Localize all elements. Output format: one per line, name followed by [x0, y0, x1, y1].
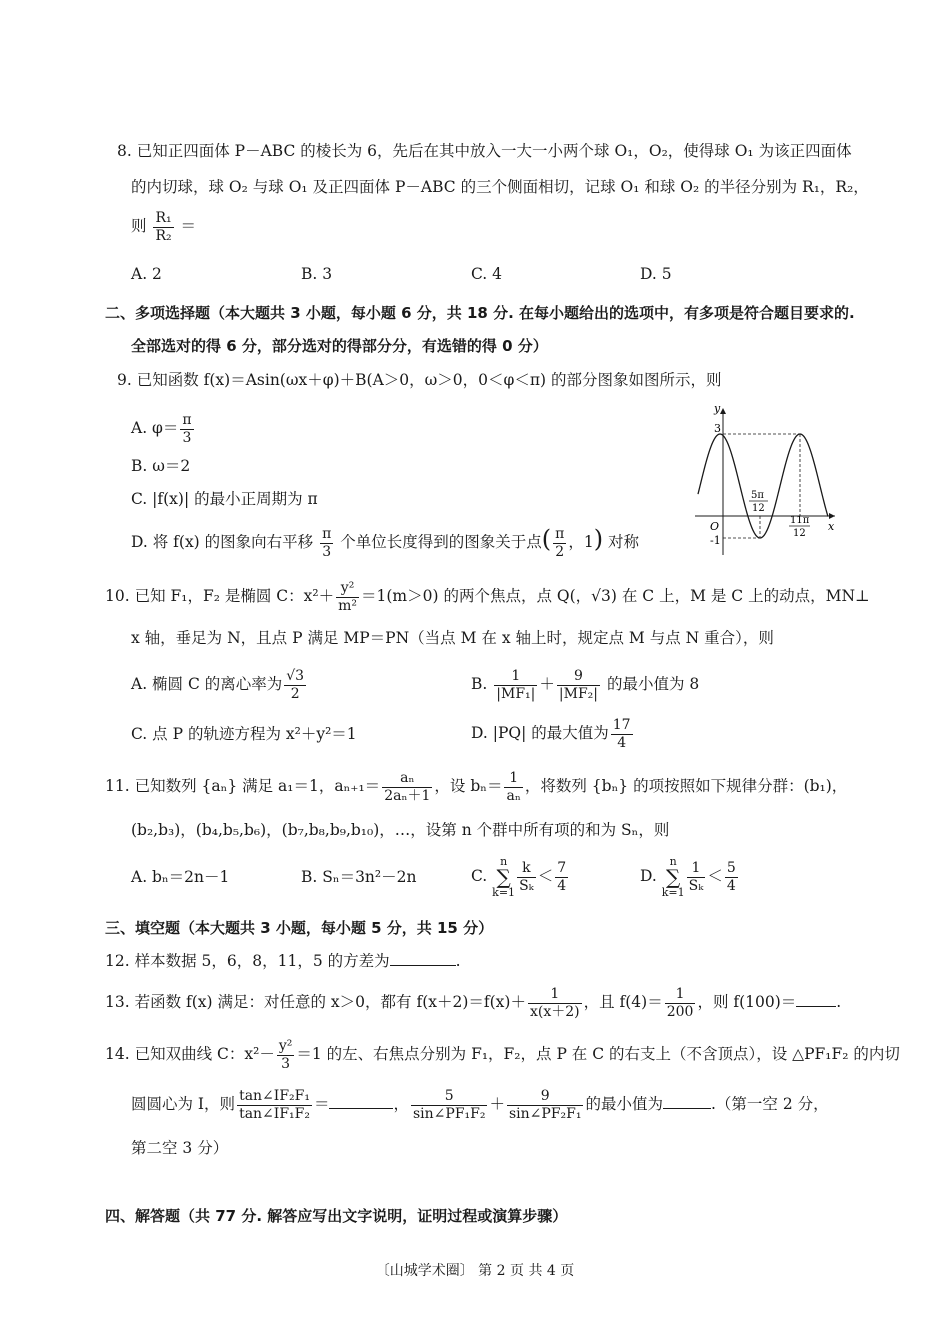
q9-stem: 9. 已知函数 f(x)＝Asin(ωx＋φ)＋B(A＞0，ω＞0，0＜φ＜π) 的部分图象如图所示，则 [117, 371, 722, 389]
q10-line1 [105, 578, 870, 615]
q9-option-a-prefix: A. φ＝ [131, 419, 179, 437]
q13-a: 13. 若函数 f(x) 满足：对任意的 x＞0，都有 f(x＋2)＝f(x)＋ [105, 993, 526, 1011]
q11-option-d-sum-bot: k=1 [661, 886, 685, 899]
q10-option-d-frac [611, 717, 633, 752]
graph-origin-label: O [710, 520, 720, 533]
q14-line2-frac2-den: sin∠PF₁F₂ [413, 1105, 486, 1122]
graph-ymin-label: -1 [710, 534, 721, 547]
q11-option-c-prefix: C. [471, 867, 488, 885]
q13-frac-den: x(x＋2) [529, 1003, 580, 1020]
q10-line1-frac-num: y² [336, 580, 359, 598]
q10-option-b-num1: 1 [494, 668, 537, 686]
graph-y-label: y [714, 402, 721, 415]
q9-option-a [131, 410, 196, 447]
y-axis-arrow-icon [720, 408, 726, 414]
q14-line2-frac-den: tan∠IF₁F₂ [239, 1105, 310, 1122]
q10-option-c: C. 点 P 的轨迹方程为 x²＋y²＝1 [131, 725, 357, 743]
q9-option-b: B. ω＝2 [131, 457, 191, 475]
q8-option-d: D. 5 [640, 265, 672, 283]
q14-line1 [105, 1035, 900, 1073]
q8-frac-num: R₁ [155, 209, 172, 226]
q10-option-b-num2: 9 [557, 668, 600, 686]
q11-option-d-sum-top: n [669, 855, 677, 868]
q8-line2: 的内切球，球 O₂ 与球 O₁ 及正四面体 P－ABC 的三个侧面相切，记球 O₁ 和球 O₂ 的半径分别为 R₁，R₂， [131, 178, 869, 196]
q11-line1-frac-den: 2aₙ＋1 [384, 787, 431, 804]
q10-line1-b: ＝1(m＞0) 的两个焦点，点 Q( [361, 587, 576, 605]
q13-end: . [836, 993, 842, 1011]
section-2-heading: 二、多项选择题（本大题共 3 小题，每小题 6 分，共 18 分. 在每小题给出的选项中，有多项是符合题目要求的. [105, 304, 855, 322]
q14-line1-frac-den: 3 [281, 1055, 291, 1072]
page-footer: 〔山城学术圈〕 第 2 页 共 4 页 [375, 1263, 575, 1279]
q14-line3: 第二空 3 分） [131, 1139, 229, 1157]
q14-line2-eq: ＝ [313, 1095, 330, 1113]
q9-option-d-den: 3 [322, 543, 332, 560]
q11-option-c-frac [517, 860, 536, 895]
graph-x1-num: 5π [751, 490, 764, 501]
q11-line1-frac2-den: aₙ [506, 787, 521, 804]
q10-line2: x 轴，垂足为 N，且点 P 满足 MP＝PN（当点 M 在 x 轴上时，规定点 M 与点 N 重合），则 [131, 629, 774, 647]
q10-option-b-plus: ＋ [539, 675, 555, 693]
q9-sine-graph [690, 400, 840, 560]
q13-answer-blank[interactable] [796, 992, 836, 1007]
q11-option-d-frac [687, 860, 706, 895]
q11-option-d-den: Sₖ [688, 877, 704, 894]
q14-line1-b: ＝1 的左、右焦点分别为 F₁，F₂，点 P 在 C 的右支上（不含顶点），设 △PF₁F₂ 的内切 [296, 1045, 900, 1063]
q14-line1-frac-num: y² [278, 1037, 293, 1054]
q11-option-d [640, 856, 740, 898]
q11-line1-frac2-num: 1 [504, 770, 522, 788]
q11-option-c-rfrac [555, 860, 568, 895]
q10-option-b-suffix: 的最小值为 8 [606, 675, 700, 693]
q11-line1-b: ，设 bₙ＝ [434, 777, 503, 795]
q14-line2 [131, 1085, 829, 1123]
q11-line1 [105, 768, 847, 805]
q8-suffix: ＝ [180, 217, 197, 235]
q10-option-b-prefix: B. [471, 675, 488, 693]
q11-option-a: A. bₙ＝2n－1 [131, 868, 230, 886]
q13-frac2-den: 200 [666, 1003, 694, 1020]
q10-option-b-den2: |MF₂| [558, 685, 598, 702]
q11-option-d-sum-icon: n ∑ k=1 [661, 855, 685, 899]
q10-option-a-num: √3 [286, 667, 305, 684]
q13-frac [528, 986, 582, 1021]
q9-option-c: C. |f(x)| 的最小正周期为 π [131, 490, 318, 508]
graph-x2-den: 12 [793, 528, 806, 539]
q10-option-a-prefix: A. 椭圆 C 的离心率为 [131, 675, 283, 693]
q9-option-d-suffix: 对称 [608, 533, 640, 551]
q11-option-c-lt: ＜ [537, 867, 554, 885]
q9-option-d-prefix: D. 将 f(x) 的图象向右平移 [131, 533, 314, 551]
q9-option-d: D. 将 f(x) 的图象向右平移 $\frac{\pi}{3}$ 个单位长度得到的图象关于点( $\frac{\pi}{2}$ ，1) 对称 [131, 525, 640, 560]
q11-line1-frac [382, 770, 432, 805]
q11-line1-frac2 [504, 770, 522, 805]
q11-line1-c: ，将数列 {bₙ} 的项按照如下规律分群：(b₁)， [524, 777, 848, 795]
q14-line2-frac-num: tan∠IF₂F₁ [239, 1087, 310, 1104]
q13-frac2-num: 1 [665, 986, 696, 1004]
q14-line2-frac [237, 1088, 312, 1123]
q11-option-d-prefix: D. [640, 867, 657, 885]
section-2-note: 全部选对的得 6 分，部分选对的得部分分，有选错的得 0 分） [131, 337, 548, 355]
q12-answer-blank[interactable] [390, 951, 456, 966]
q13-frac2 [665, 986, 696, 1021]
q11-option-d-rnum: 5 [726, 859, 736, 876]
q14-answer-blank-2[interactable] [663, 1094, 711, 1109]
q9-option-d-point-y: ，1 [568, 533, 594, 551]
section-4-heading: 四、解答题（共 77 分. 解答应写出文字说明，证明过程或演算步骤） [105, 1207, 568, 1225]
q9-option-d-num: π [322, 525, 332, 542]
q11-option-c [471, 856, 570, 898]
q11-line1-a: 11. 已知数列 {aₙ} 满足 a₁＝1，aₙ₊₁＝ [105, 777, 381, 795]
q11-line1-frac-num: aₙ [382, 770, 432, 788]
graph-x2-num: 11π [790, 515, 810, 526]
q10-option-d-den: 4 [617, 734, 627, 751]
q13-line [105, 983, 841, 1021]
q10-option-b-frac1 [494, 668, 537, 703]
q8-option-a: A. 2 [131, 265, 162, 283]
q11-option-d-lt: ＜ [707, 867, 723, 885]
q13-frac-num: 1 [528, 986, 582, 1004]
q10-line1-frac [336, 580, 359, 615]
q10-line1-a: 10. 已知 F₁，F₂ 是椭圆 C：x²＋ [105, 587, 335, 605]
q8-frac-den: R₂ [155, 227, 172, 244]
q11-option-c-num: k [517, 860, 536, 878]
q11-option-c-rden: 4 [557, 877, 567, 894]
q9-option-d-frac [320, 526, 333, 561]
q14-line2-plus: ＋ [489, 1095, 505, 1113]
q14-line2-frac3-num: 9 [507, 1088, 583, 1106]
q14-line2-frac2-num: 5 [411, 1088, 487, 1106]
q12-text: 12. 样本数据 5，6，8，11，5 的方差为 [105, 952, 390, 970]
q9-option-d-point-den: 2 [555, 543, 565, 560]
x-axis-arrow-icon [829, 513, 835, 519]
q13-b: ，且 f(4)＝ [583, 993, 663, 1011]
q13-c: ，则 f(100)＝ [697, 993, 797, 1011]
q8-fraction [153, 210, 173, 245]
q8-option-b: B. 3 [301, 265, 333, 283]
q9-option-a-num: π [182, 411, 192, 428]
q10-option-a [131, 666, 308, 703]
q10-option-d-prefix: D. |PQ| 的最大值为 [471, 724, 609, 742]
q10-line1-c: ，√3) 在 C 上，M 是 C 上的动点，MN⊥ [575, 587, 870, 605]
q8-line1: 8. 已知正四面体 P－ABC 的棱长为 6，先后在其中放入一大一小两个球 O₁，O₂，使得球 O₁ 为该正四面体 [117, 142, 852, 160]
q14-line1-frac [277, 1038, 295, 1073]
q8-prefix: 则 [131, 217, 147, 235]
q11-option-d-num: 1 [687, 860, 706, 878]
graph-x-label: x [828, 520, 835, 533]
q10-line1-frac-den: m² [338, 597, 358, 614]
q8-line3 [131, 207, 196, 245]
q14-line2-c: .（第一空 2 分， [711, 1095, 829, 1113]
graph-ymax-label: 3 [714, 422, 721, 435]
q11-option-c-rnum: 7 [557, 859, 567, 876]
q14-line2-frac2 [411, 1088, 487, 1123]
q10-option-d-num: 17 [612, 716, 631, 733]
q12-end: . [455, 952, 461, 970]
q14-line2-frac3 [507, 1088, 583, 1123]
q11-line2: (b₂,b₃)，(b₄,b₅,b₆)，(b₇,b₈,b₉,b₁₀)，…，设第 n 个群中所有项的和为 Sₙ，则 [131, 821, 670, 839]
q14-line2-comma: ， [393, 1095, 409, 1113]
section-3-heading: 三、填空题（本大题共 3 小题，每小题 5 分，共 15 分） [105, 919, 494, 937]
q11-option-c-sum-top: n [500, 855, 508, 868]
q9-option-d-point-num: π [555, 525, 565, 542]
q10-option-b-frac2 [557, 668, 600, 703]
q14-line2-frac3-den: sin∠PF₂F₁ [509, 1105, 582, 1122]
q14-line1-a: 14. 已知双曲线 C：x²－ [105, 1045, 275, 1063]
q8-option-c: C. 4 [471, 265, 503, 283]
q14-line2-a: 圆圆心为 I，则 [131, 1095, 236, 1113]
q14-answer-blank-1[interactable] [329, 1094, 393, 1109]
q9-option-d-mid: 个单位长度得到的图象关于点 [340, 533, 542, 551]
q11-option-c-sum-icon: n ∑ k=1 [492, 855, 516, 899]
q10-option-d [471, 715, 635, 752]
q11-option-c-sum-bot: k=1 [492, 886, 516, 899]
q9-option-a-frac [180, 412, 193, 447]
q9-option-d-point-frac [553, 526, 566, 561]
q11-option-d-rfrac [725, 860, 738, 895]
q10-option-a-frac [284, 668, 306, 703]
q11-option-c-den: Sₖ [519, 877, 534, 894]
q11-option-d-rden: 4 [726, 877, 736, 894]
q10-option-b-den1: |MF₁| [496, 685, 536, 702]
graph-x1-den: 12 [752, 503, 765, 514]
q10-option-b [471, 666, 699, 703]
q11-option-b: B. Sₙ＝3n²－2n [301, 868, 417, 886]
q14-line2-b: 的最小值为 [585, 1095, 663, 1113]
q9-option-a-den: 3 [182, 429, 192, 446]
q10-option-a-den: 2 [290, 685, 300, 702]
q12-line [105, 951, 461, 971]
